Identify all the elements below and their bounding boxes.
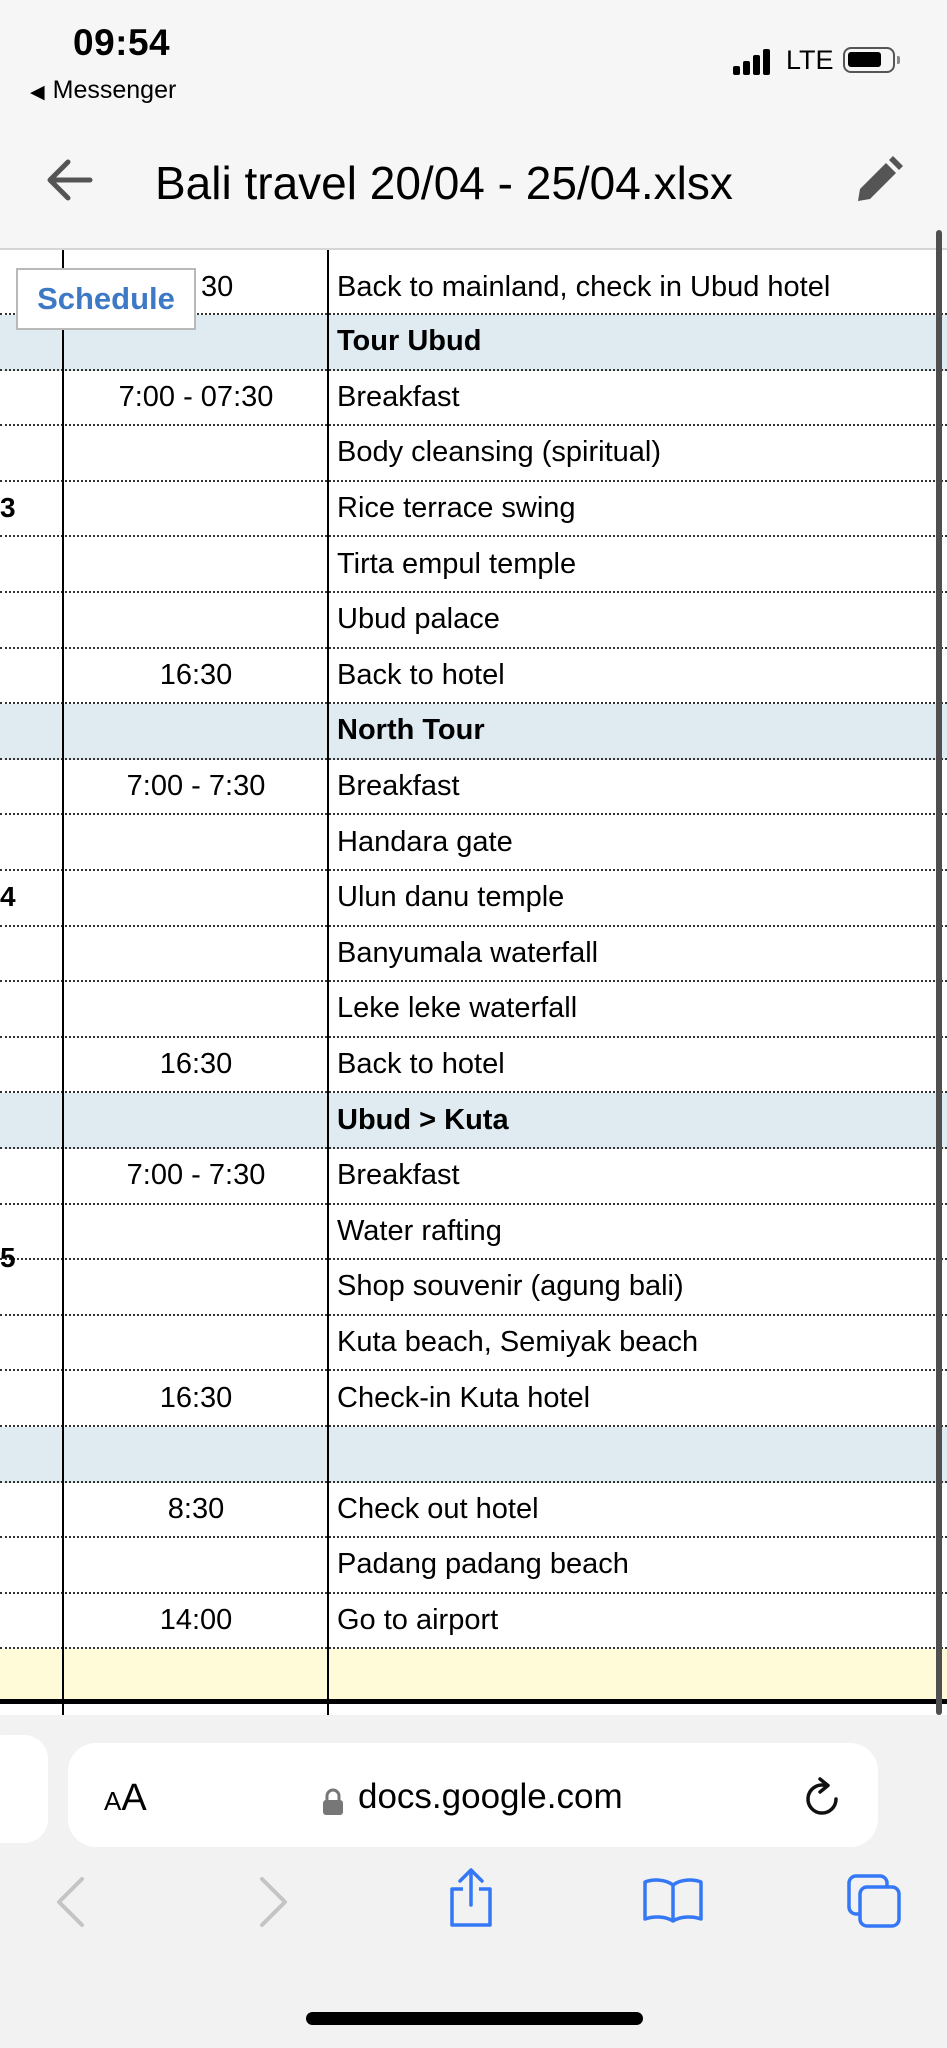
time-cell[interactable]: 16:30 — [159, 1048, 233, 1081]
activity-cell[interactable]: Breakfast — [337, 1159, 460, 1192]
activity-cell[interactable]: Leke leke waterfall — [337, 992, 578, 1025]
status-bar — [0, 0, 947, 110]
time-cell[interactable]: 16:30 — [159, 658, 233, 691]
table-row[interactable] — [0, 1594, 947, 1650]
activity-cell[interactable]: Shop souvenir (agung bali) — [337, 1270, 684, 1303]
back-arrow-icon[interactable] — [44, 158, 94, 202]
time-cell[interactable]: 7:00 - 7:30 — [126, 1159, 266, 1192]
table-row[interactable] — [0, 760, 947, 816]
back-triangle-icon: ◀ — [30, 82, 45, 103]
day-title-cell[interactable]: Ubud > Kuta — [337, 1103, 509, 1136]
table-row[interactable] — [0, 371, 947, 427]
table-row[interactable] — [0, 1260, 947, 1316]
lock-icon — [322, 1788, 344, 1816]
time-cell[interactable] — [66, 1260, 326, 1314]
activity-cell[interactable]: Back to mainland, check in Ubud hotel — [337, 271, 831, 303]
activity-cell[interactable]: Back to hotel — [337, 658, 505, 691]
table-row[interactable] — [0, 815, 947, 871]
table-row[interactable] — [0, 1149, 947, 1205]
activity-cell[interactable]: Breakfast — [337, 770, 460, 803]
time-cell[interactable]: 7:00 - 7:30 — [126, 770, 266, 803]
aa-small-label: A — [104, 1786, 122, 1816]
time-cell[interactable] — [66, 982, 326, 1036]
time-cell[interactable] — [66, 482, 326, 536]
table-row[interactable] — [0, 1483, 947, 1539]
table-row[interactable] — [0, 593, 947, 649]
pencil-icon[interactable] — [852, 155, 904, 207]
activity-cell[interactable]: Body cleansing (spiritual) — [337, 436, 661, 469]
network-type: LTE — [786, 45, 834, 75]
day-number-label: 5 — [0, 1242, 16, 1274]
browser-chrome — [0, 1715, 947, 2048]
table-row[interactable] — [0, 927, 947, 983]
sheet-tab-schedule[interactable]: Schedule — [16, 268, 196, 330]
document-title: Bali travel 20/04 - 25/04.xlsx — [155, 157, 733, 209]
activity-cell[interactable]: Padang padang beach — [337, 1548, 629, 1581]
activity-cell[interactable]: Banyumala waterfall — [337, 936, 599, 969]
time-cell[interactable] — [66, 426, 326, 480]
text-size-button[interactable] — [104, 1777, 147, 1820]
activity-cell[interactable]: Ulun danu temple — [337, 881, 565, 914]
time-cell[interactable] — [66, 1538, 326, 1592]
time-cell[interactable]: 8:30 — [167, 1492, 225, 1525]
table-row[interactable] — [0, 426, 947, 482]
table-row[interactable] — [0, 1205, 947, 1261]
day-title-cell[interactable] — [337, 1427, 947, 1481]
activity-cell[interactable]: Tirta empul temple — [337, 547, 577, 580]
back-to-app-link[interactable] — [30, 76, 176, 105]
table-row[interactable] — [0, 537, 947, 593]
url-domain: docs.google.com — [358, 1777, 623, 1816]
time-cell[interactable] — [66, 1316, 326, 1370]
time-cell[interactable]: 7:00 - 07:30 — [118, 380, 274, 413]
day-header-row[interactable] — [0, 1093, 947, 1149]
back-app-label: Messenger — [52, 76, 177, 104]
activity-cell[interactable]: Go to airport — [337, 1604, 499, 1637]
book-icon[interactable] — [642, 1877, 704, 1923]
column-divider — [62, 250, 64, 1715]
document-header — [0, 110, 947, 250]
activity-cell[interactable]: Kuta beach, Semiyak beach — [337, 1326, 699, 1359]
activity-cell[interactable]: Ubud palace — [337, 603, 500, 636]
day-title-cell[interactable]: Tour Ubud — [337, 325, 482, 358]
activity-cell[interactable]: Rice terrace swing — [337, 492, 576, 525]
summary-row[interactable] — [0, 1649, 947, 1704]
time-cell[interactable] — [66, 927, 326, 981]
time-cell[interactable] — [66, 1205, 326, 1259]
table-row[interactable] — [0, 1538, 947, 1594]
column-divider — [327, 250, 329, 1715]
time-cell[interactable] — [66, 593, 326, 647]
spreadsheet-grid[interactable] — [0, 250, 947, 1715]
time-text: 30 — [201, 271, 234, 303]
time-cell[interactable] — [66, 815, 326, 869]
activity-cell[interactable]: Check-in Kuta hotel — [337, 1381, 591, 1414]
time-cell[interactable] — [66, 871, 326, 925]
time-cell[interactable]: 14:00 — [159, 1604, 233, 1637]
previous-tab-card[interactable] — [0, 1735, 48, 1843]
table-row[interactable] — [0, 649, 947, 705]
day-header-row[interactable] — [0, 704, 947, 760]
day-title-cell[interactable]: North Tour — [337, 714, 485, 747]
cellular-signal-icon — [733, 47, 775, 75]
table-row[interactable] — [0, 1038, 947, 1094]
status-time: 09:54 — [73, 22, 171, 63]
share-icon[interactable] — [446, 1867, 496, 1929]
aa-large-label: A — [121, 1777, 147, 1819]
home-indicator[interactable] — [306, 2012, 643, 2025]
battery-icon — [843, 47, 895, 73]
time-cell[interactable] — [66, 537, 326, 591]
activity-cell[interactable]: Check out hotel — [337, 1492, 539, 1525]
chevron-right-icon[interactable] — [258, 1875, 290, 1929]
chevron-left-icon[interactable] — [54, 1875, 86, 1929]
time-cell[interactable]: 16:30 — [159, 1381, 233, 1414]
table-row[interactable] — [0, 982, 947, 1038]
day-header-row[interactable] — [0, 1427, 947, 1483]
activity-cell[interactable]: Water rafting — [337, 1214, 502, 1247]
activity-cell[interactable]: Breakfast — [337, 380, 460, 413]
activity-cell[interactable]: Back to hotel — [337, 1048, 505, 1081]
activity-cell[interactable]: Handara gate — [337, 825, 513, 858]
tabs-icon[interactable] — [846, 1873, 902, 1929]
vertical-scrollbar[interactable] — [936, 230, 942, 1715]
reload-icon[interactable] — [800, 1777, 844, 1821]
table-row[interactable] — [0, 482, 947, 538]
day-number-label: 3 — [0, 491, 16, 523]
day-number-label: 4 — [0, 880, 16, 912]
table-row[interactable] — [0, 1316, 947, 1372]
table-row[interactable] — [0, 871, 947, 927]
table-row[interactable] — [0, 1371, 947, 1427]
